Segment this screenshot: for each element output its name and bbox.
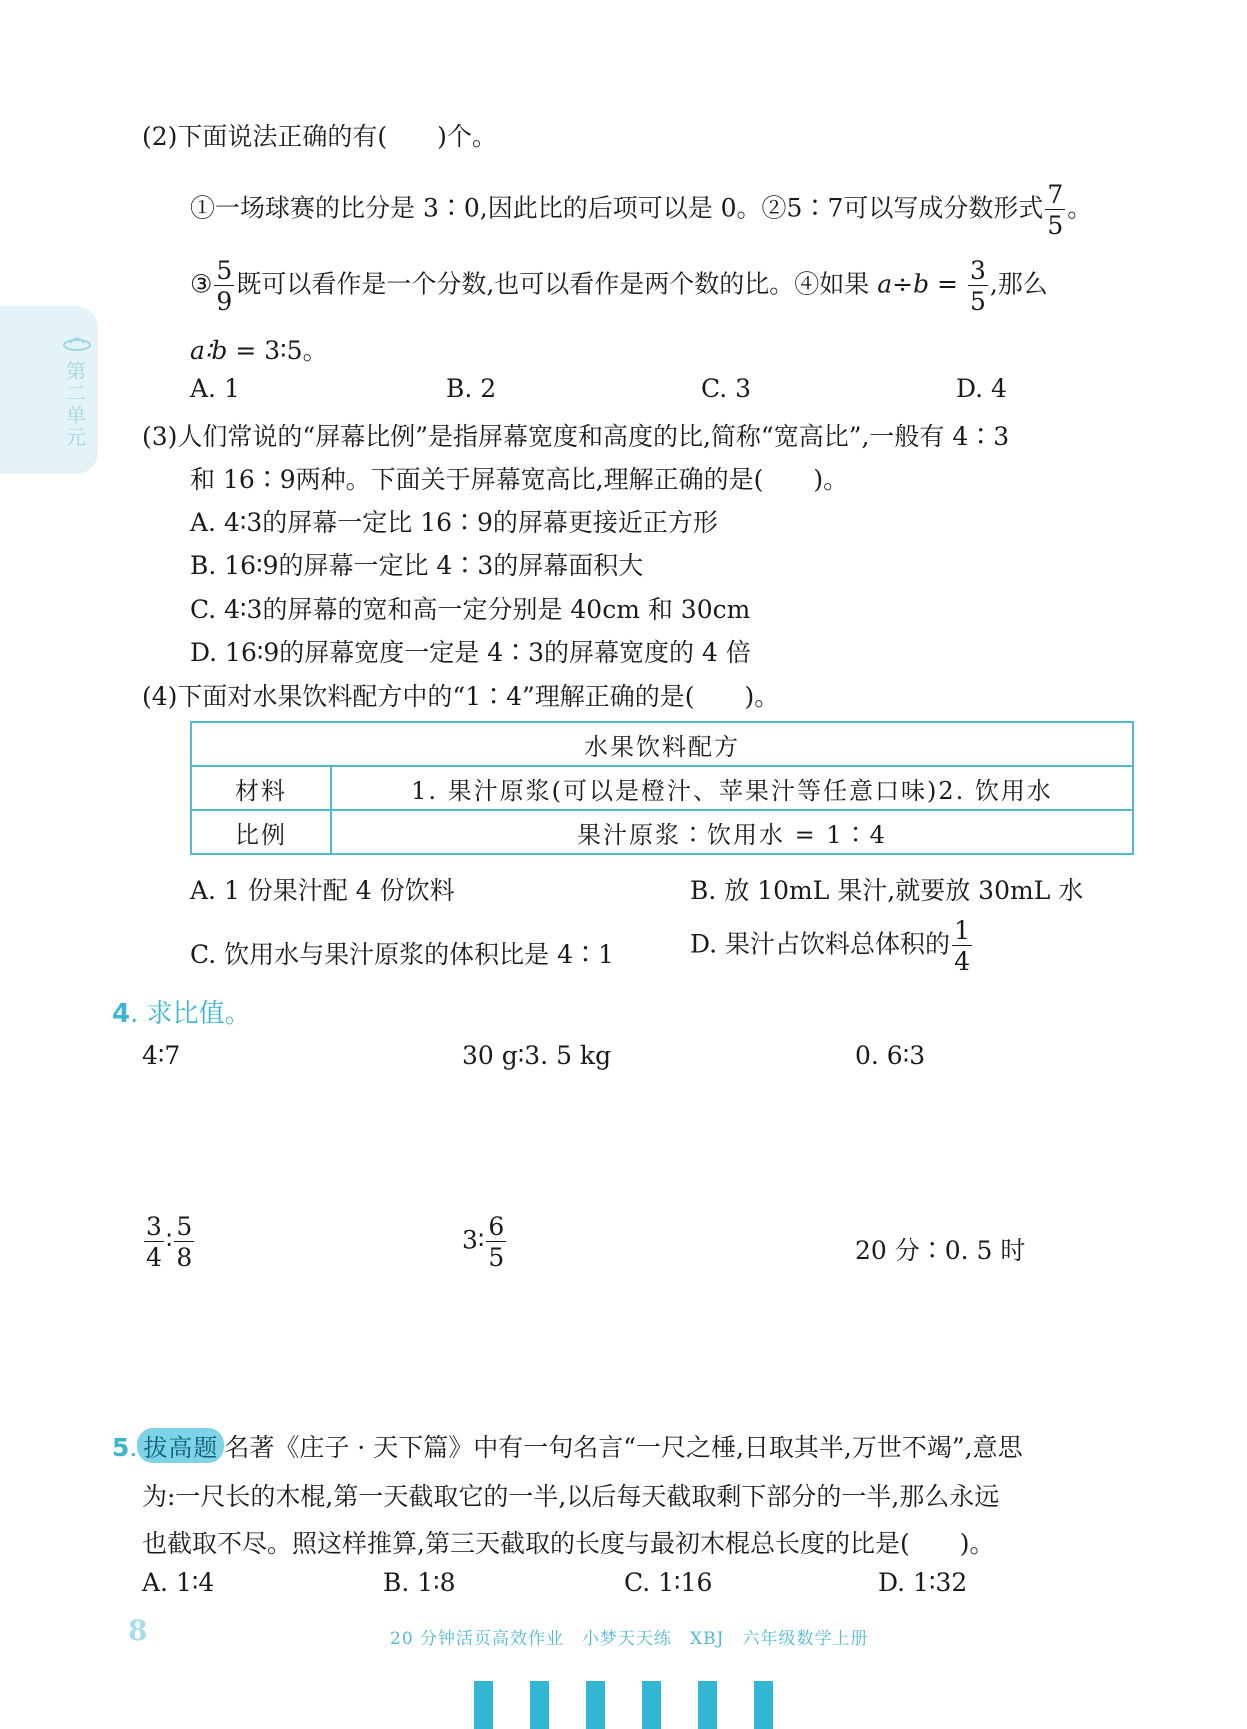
page-number: 8 (128, 1614, 148, 1647)
q5-line-1: 5. 拔高题 名著《庄子 · 天下篇》中有一句名言“一尺之棰,日取其半,万世不竭”,意思 (112, 1428, 1023, 1464)
challenge-tag: 拔高题 (137, 1428, 224, 1463)
q5-line-3: 也截取不尽。照这样推算,第三天截取的长度与最初木棍总长度的比是( )。 (142, 1529, 995, 1558)
fraction: $\frac{6}{5}$ (488, 1212, 505, 1272)
q5-number: 5 (112, 1433, 130, 1462)
q2-option-d[interactable]: D. 4 (956, 374, 1007, 403)
recipe-table-title: 水果饮料配方 (191, 722, 1133, 766)
q3-option-b[interactable]: B. 16∶9的屏幕一定比 4∶3的屏幕面积大 (190, 551, 644, 580)
ratio-item: $\frac{3}{4}$ ∶ $\frac{5}{8}$ (146, 1212, 193, 1272)
q4sub-option-c[interactable]: C. 饮用水与果汁原浆的体积比是 4∶1 (190, 940, 614, 969)
fraction: $\frac{5}{8}$ (176, 1212, 193, 1272)
q2-option-a[interactable]: A. 1 (190, 374, 240, 403)
ratio-item: 20 分∶0. 5 时 (855, 1236, 1026, 1265)
q3-stem-line-2: 和 16∶9两种。下面关于屏幕宽高比,理解正确的是( )。 (190, 465, 849, 494)
barcode-bar (474, 1681, 493, 1729)
fraction: $\frac{3}{5}$ (969, 256, 986, 316)
barcode-bar (754, 1681, 773, 1729)
barcode-bar (586, 1681, 605, 1729)
barcode-bar (530, 1681, 549, 1729)
q4-title: . 求比值。 (130, 999, 251, 1029)
barcode-bar (642, 1681, 661, 1729)
q3-stem-line-1: (3)人们常说的“屏幕比例”是指屏幕宽度和高度的比,简称“宽高比”,一般有 4∶3 (142, 422, 1010, 451)
table-cell-label: 比例 (191, 810, 331, 854)
q5-option-a[interactable]: A. 1∶4 (142, 1568, 215, 1597)
q2-option-b[interactable]: B. 2 (446, 374, 497, 403)
recipe-table (190, 721, 1134, 855)
ratio-item: 4∶7 (142, 1041, 181, 1070)
footer-text: 20 分钟活页高效作业 小梦天天练 XBJ 六年级数学上册 (390, 1629, 869, 1649)
ratio-item: 0. 6∶3 (855, 1041, 926, 1070)
q3-option-a[interactable]: A. 4∶3的屏幕一定比 16∶9的屏幕更接近正方形 (190, 508, 718, 537)
q5-option-c[interactable]: C. 1∶16 (624, 1568, 713, 1597)
q5-line-2: 为:一尺长的木棍,第一天截取它的一半,以后每天截取剩下部分的一半,那么永远 (142, 1482, 1000, 1511)
q4-number: 4 (112, 999, 131, 1029)
unit-label: 第二单元 (66, 359, 86, 449)
fraction: $\frac{5}{9}$ (216, 256, 233, 316)
barcode-bar (698, 1681, 717, 1729)
fraction: $\frac{3}{4}$ (146, 1212, 162, 1272)
q3-option-c[interactable]: C. 4∶3的屏幕的宽和高一定分别是 40cm 和 30cm (190, 595, 751, 624)
q4sub-option-b[interactable]: B. 放 10mL 果汁,就要放 30mL 水 (690, 876, 1084, 905)
q4-heading (112, 993, 251, 1030)
table-row (191, 810, 1133, 854)
q2-statement-3-4: ③ $\frac{5}{9}$ 既可以看作是一个分数,也可以看作是两个数的比。④如果 a÷b = $\frac{3}{5}$ ,那么 (190, 256, 1048, 316)
table-cell-value: 果汁原浆∶饮用水 = 1∶4 (331, 810, 1133, 854)
q5-option-b[interactable]: B. 1∶8 (383, 1568, 456, 1597)
fraction: $\frac{1}{4}$ (954, 916, 970, 976)
ratio-item: 30 g∶3. 5 kg (462, 1041, 612, 1070)
table-cell-value: 1. 果汁原浆(可以是橙汁、苹果汁等任意口味)2. 饮用水 (331, 766, 1133, 810)
q4sub-stem: (4)下面对水果饮料配方中的“1∶4”理解正确的是( )。 (142, 682, 780, 711)
emblem-icon (62, 334, 92, 352)
fraction: $\frac{7}{5}$ (1047, 180, 1064, 240)
table-cell-label: 材料 (191, 766, 331, 810)
q2-statement-1-2: ①一场球赛的比分是 3∶0,因此比的后项可以是 0。②5∶7可以写成分数形式 $\frac{7}{5}$ 。 (190, 180, 1093, 240)
q3-option-d[interactable]: D. 16∶9的屏幕宽度一定是 4∶3的屏幕宽度的 4 倍 (190, 638, 751, 667)
q4sub-option-a[interactable]: A. 1 份果汁配 4 份饮料 (190, 876, 455, 905)
q2-statement-4-end: a∶b = 3∶5。 (190, 336, 328, 365)
ratio-item: 3∶ $\frac{6}{5}$ (462, 1212, 505, 1272)
q2-stem: (2)下面说法正确的有( )个。 (142, 122, 497, 151)
q2-option-c[interactable]: C. 3 (701, 374, 752, 403)
q2-s1-text: ①一场球赛的比分是 3∶0,因此比的后项可以是 0。②5∶7可以写成分数形式 (190, 193, 1044, 223)
q5-option-d[interactable]: D. 1∶32 (878, 1568, 968, 1597)
table-row (191, 766, 1133, 810)
q4sub-option-d[interactable]: D. 果汁占饮料总体积的 $\frac{1}{4}$ (690, 916, 970, 976)
